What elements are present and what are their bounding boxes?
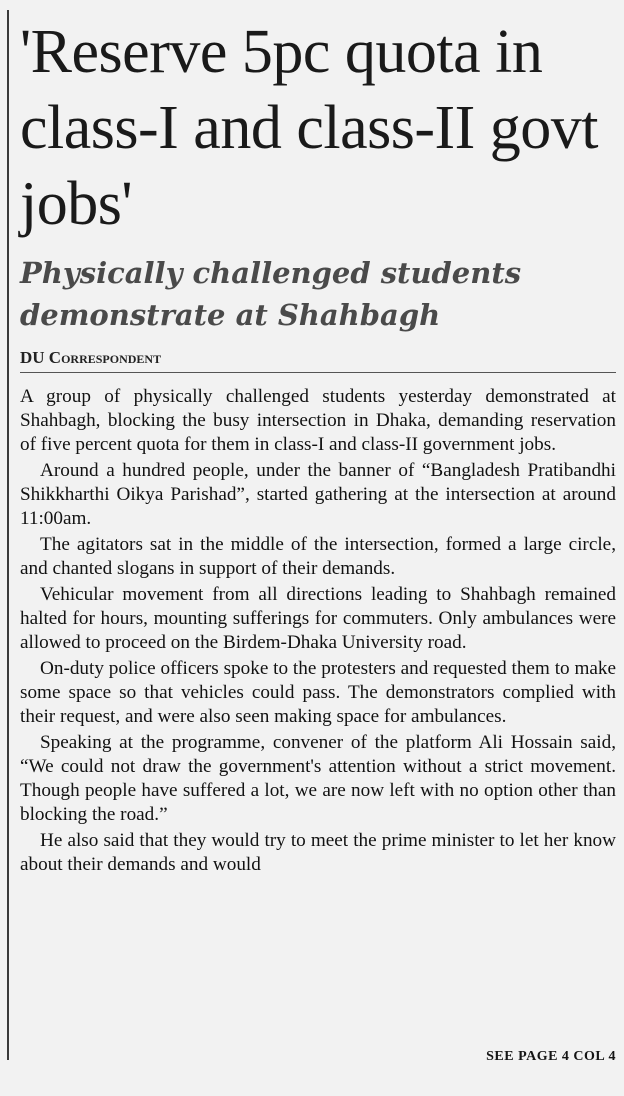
subheadline: Physically challenged students demonstrate at Shahbagh: [20, 256, 522, 332]
article-body: [20, 385, 616, 877]
paragraph: The agitators sat in the middle of the intersection, formed a large circle, and chanted slogans in support of their demands.: [20, 534, 616, 579]
byline: DU Correspondent: [20, 348, 616, 373]
paragraph: Speaking at the programme, convener of the platform Ali Hossain said, “We could not draw the government's attention without a strict movement. Though people have suffered a lot, we are now left with no option other than blocking the road.”: [20, 732, 616, 825]
paragraph: A group of physically challenged students yesterday demonstrated at Shahbagh, blocking the busy intersection in Dhaka, demanding reservation of five percent quota for them in class-I and class-II government jobs.: [20, 386, 616, 455]
paragraph: He also said that they would try to meet the prime minister to let her know about their demands and would: [20, 830, 616, 875]
jump-line: SEE PAGE 4 COL 4: [486, 1049, 616, 1064]
column-rule: [7, 10, 9, 1060]
paragraph: On-duty police officers spoke to the protesters and requested them to make some space so that vehicles could pass. The demonstrators complied with their request, and were also seen making space for ambulances.: [20, 658, 616, 727]
headline: 'Reserve 5pc quota in class-I and class-II govt jobs': [20, 18, 599, 238]
paragraph: Vehicular movement from all directions leading to Shahbagh remained halted for hours, mounting sufferings for commuters. Only ambulances were allowed to proceed on the Birdem-Dhaka University road.: [20, 584, 616, 653]
article: [20, 0, 616, 879]
paragraph: Around a hundred people, under the banner of “Bangladesh Pratibandhi Shikkharthi Oikya Parishad”, started gathering at the intersection at around 11:00am.: [20, 460, 616, 529]
